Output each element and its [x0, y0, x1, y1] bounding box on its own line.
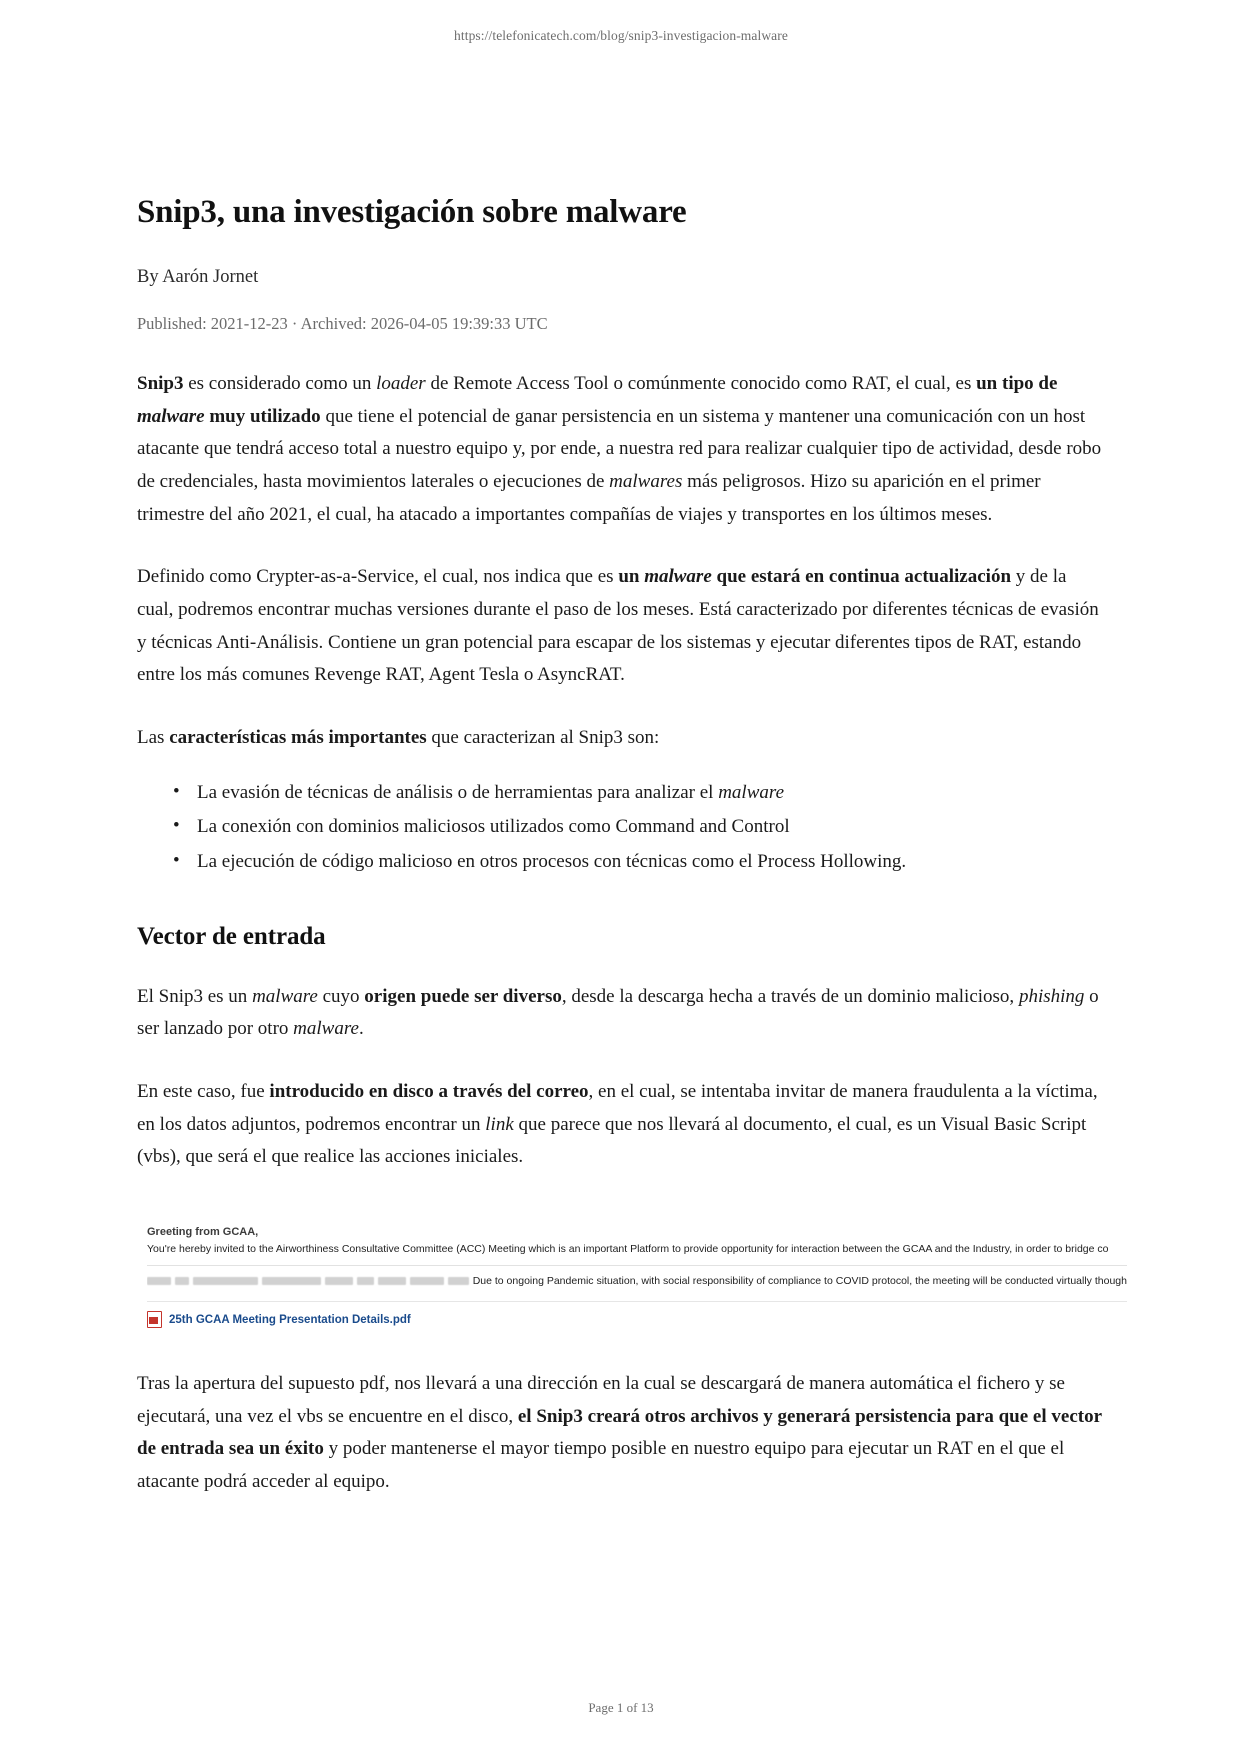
paragraph-5-text-3: que parece que nos llevará al documento, el cual, es un Visual Basic Script (vbs), que será el que realice las acciones iniciales.: [137, 1113, 1087, 1168]
redaction-block: [448, 1277, 469, 1285]
attachment-filename[interactable]: 25th GCAA Meeting Presentation Details.pdf: [169, 1313, 411, 1326]
redaction-block: [357, 1277, 374, 1285]
paragraph-4-text-3: , desde la descarga hecha a través de un dominio malicioso,: [561, 985, 1019, 1007]
paragraph-4-text-1: El Snip3 es un: [137, 985, 253, 1007]
redaction-block: [325, 1277, 353, 1285]
paragraph-6-bold-1: el Snip3 creará otros archivos y generará persistencia para que el vector de entrada sea un éxito: [137, 1405, 1102, 1460]
paragraph-1-bold-1: Snip3: [137, 373, 184, 394]
paragraph-1: [137, 368, 1105, 531]
paragraph-2-bold-1: un: [618, 566, 645, 588]
paragraph-1-text-1: es considerado como un: [183, 373, 377, 394]
paragraph-4-italic-2: phishing: [1018, 985, 1085, 1007]
paragraph-1-text-4: más peligrosos. Hizo su aparición en el primer trimestre del año 2021, el cual, ha atacado a importantes compañías de viajes y transportes en los últimos meses.: [137, 471, 1041, 525]
redaction-block: [378, 1277, 406, 1285]
pdf-file-icon: [147, 1311, 162, 1328]
source-url: https://telefonicatech.com/blog/snip3-investigacion-malware: [454, 28, 788, 43]
paragraph-2-bolditalic-1: malware: [644, 566, 712, 588]
paragraph-3-bold-1: características más importantes: [169, 727, 427, 749]
author-byline: By Aarón Jornet: [137, 267, 259, 287]
paragraph-4-text-4: o ser lanzado por otro: [137, 985, 1099, 1040]
redaction-block: [175, 1277, 188, 1285]
paragraph-6-text-1: Tras la apertura del supuesto pdf, nos llevará a una dirección en la cual se descargará de manera automática el fichero y se ejecutará, una vez el vbs se encuentre en el disco,: [137, 1373, 1065, 1427]
list-item-text: La ejecución de código malicioso en otros procesos con técnicas como el Process Hollowing.: [197, 851, 907, 873]
paragraph-4: [137, 981, 1105, 1046]
email-divider: [147, 1265, 1127, 1266]
page-title: Snip3, una investigación sobre malware: [137, 194, 687, 230]
paragraph-3: [137, 722, 1105, 755]
paragraph-5-italic-1: link: [485, 1113, 514, 1135]
page-footer: Page 1 of 13: [588, 1700, 654, 1715]
paragraph-5-bold-1: introducido en disco a través del correo: [269, 1081, 589, 1103]
paragraph-2-text-1: Definido como Crypter-as-a-Service, el cual, nos indica que es: [137, 566, 619, 588]
list-item-italic: malware: [718, 781, 784, 803]
paragraph-4-bold-1: origen puede ser diverso: [364, 985, 562, 1007]
email-invitation-text: You're hereby invited to the Airworthiness Consultative Committee (ACC) Meeting which is an important Platform to provide opportunity for interaction between the GCAA and the Industry, in order to bridge co: [147, 1243, 1109, 1256]
document-content: [121, 44, 1127, 1499]
redaction-block: [410, 1277, 444, 1285]
publication-info: Published: 2021-12-23 · Archived: 2026-04-05 19:39:33 UTC: [137, 314, 548, 333]
paragraph-3-text-1: Las: [137, 727, 170, 749]
paragraph-1-bold-2: un tipo de: [976, 373, 1058, 394]
paragraph-4-text-5: .: [358, 1018, 364, 1040]
email-attachment-row[interactable]: [147, 1301, 1127, 1328]
list-item: [195, 777, 1105, 810]
paragraph-4-italic-1: malware: [252, 985, 318, 1007]
paragraph-1-text-2: de Remote Access Tool o comúnmente conocido como RAT, el cual, es: [425, 373, 977, 394]
list-item-text: La conexión con dominios maliciosos utilizados como Command and Control: [197, 816, 790, 838]
redaction-block: [193, 1277, 259, 1285]
email-covid-visible-text: Due to ongoing Pandemic situation, with social responsibility of compliance to COVID protocol, the meeting will be conducted virtually though: [472, 1275, 1127, 1288]
paragraph-4-italic-3: malware: [293, 1018, 359, 1040]
paragraph-6-text-2: y poder mantenerse el mayor tiempo posible en nuestro equipo para ejecutar un RAT en el que el atacante podrá acceder al equipo.: [137, 1438, 1065, 1493]
paragraph-5: [137, 1076, 1105, 1174]
redaction-block: [262, 1277, 320, 1285]
email-screenshot-figure: [137, 1218, 1137, 1338]
section-heading-vector-de-entrada: Vector de entrada: [137, 922, 326, 950]
redaction-block: [147, 1277, 171, 1285]
paragraph-4-text-2: cuyo: [317, 985, 365, 1007]
paragraph-6: [137, 1368, 1105, 1499]
list-item: [195, 846, 1105, 879]
list-item: [195, 811, 1105, 844]
paragraph-2: [137, 561, 1105, 692]
paragraph-5-text-2: , en el cual, se intentaba invitar de manera fraudulenta a la víctima, en los datos adjuntos, podremos encontrar un: [137, 1081, 1098, 1135]
paragraph-1-italic-1: loader: [376, 373, 426, 394]
paragraph-1-bold-3: muy utilizado: [204, 405, 321, 427]
email-body: [137, 1218, 1137, 1338]
email-greeting: Greeting from GCAA,: [147, 1226, 259, 1239]
paragraph-1-bolditalic-1: malware: [137, 405, 205, 427]
paragraph-5-text-1: En este caso, fue: [137, 1081, 270, 1103]
paragraph-2-text-2: y de la cual, podremos encontrar muchas versiones durante el paso de los meses. Está caracterizado por diferentes técnicas de evasión y técnicas Anti-Análisis. Contiene un gran potencial para escapar de los sistemas y ejecutar diferentes tipos de RAT, estando entre los más comunes Revenge RAT, Agent Tesla o AsyncRAT.: [137, 566, 1099, 686]
paragraph-2-bold-2: que estará en continua actualización: [711, 566, 1012, 588]
paragraph-1-text-3: que tiene el potencial de ganar persistencia en un sistema y mantener una comunicación con un host atacante que tendrá acceso total a nuestro equipo y, por ende, a nuestra red para realizar cualquier tipo de actividad, desde robo de credenciales, hasta movimientos laterales o ejecuciones de: [137, 405, 1102, 493]
email-covid-text: [147, 1275, 1127, 1287]
list-item-text: La evasión de técnicas de análisis o de herramientas para analizar el: [197, 781, 719, 803]
paragraph-1-italic-2: malwares: [609, 471, 683, 493]
feature-list: [137, 777, 1105, 879]
paragraph-3-text-2: que caracterizan al Snip3 son:: [426, 727, 660, 749]
